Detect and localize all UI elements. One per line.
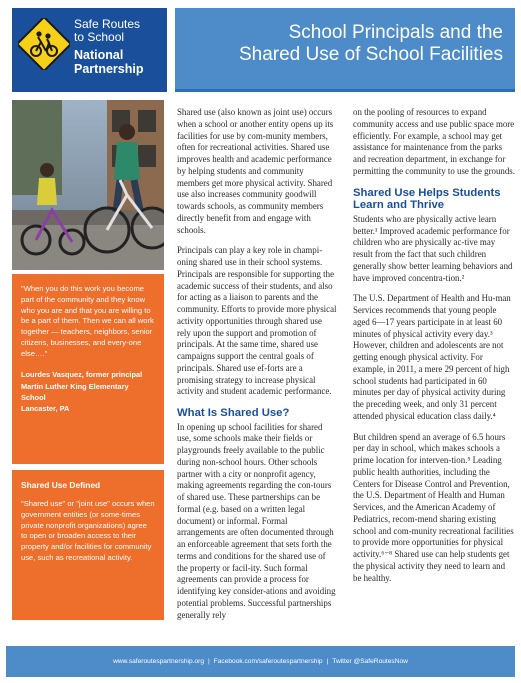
title-banner [175,8,515,92]
school-crossing-sign-icon [18,18,70,70]
footer-separator: | [326,658,329,665]
footer-facebook-link[interactable]: Facebook.com/saferoutespartnership [213,658,323,665]
logo-line: National [74,47,124,62]
logo-line: Safe Routes [74,17,141,31]
quote-attribution-name: Lourdes Vasquez, former principal [21,370,143,380]
logo-line: Partnership [74,61,144,76]
page-title-line: Shared Use of School Facilities [238,43,503,65]
photo-children-bicycles [12,100,164,270]
footer-separator: | [208,658,210,665]
quote-attribution-place: Lancaster, PA [21,403,70,413]
page-title-line: School Principals and the [288,22,503,43]
section-heading-what-is-shared-use: What Is Shared Use? [177,407,290,419]
quote-text: "When you do this work you become part of the community and they know who you are and that you are willing to be a part of them. Then we can all work together — teachers, neighbors, senior citizens, businesses, and every-one else…." [21,284,154,358]
footer-website-link[interactable]: www.saferoutespartnership.org [113,658,204,665]
body-paragraph: Shared use (also known as joint use) occurs when a school or another entity opens up its facilities for use by com-munity members, often for recreational activities. Shared use improves health and academic performance by helping students and community members get more physical activity. Shared use also increases community goodwill towards schools, as community members directly benefit from and engage with schools. [177,107,334,235]
page-title [183,22,503,66]
bicycle-photo-illustration [12,100,164,270]
body-paragraph: But children spend an average of 6.5 hours per day in school, which makes schools a prime location for interven-tion.⁵ Leading public health authorities, including the Centers for Disease Control and Prevention, the U.S. Department of Health and Human Services, and the American Academy of Pediatrics, recom-mend sharing existing school and com-munity recreational facilities to provide more opportunities for physical activity.⁶⁻⁸ Shared use can help students get the physical activity they need to learn and be healthy. [353,431,514,583]
shared-use-definition-box [12,470,164,620]
principal-quote-box [12,274,164,464]
main-column-left [177,107,337,630]
logo-wordmark [74,18,166,76]
body-paragraph: on the pooling of resources to expand community access and use public space more efficiently. For example, a school may get assistance for maintenance from the parks and recreation department, in exchange for permitting the community to use the grounds. [353,107,515,176]
footer-twitter-link[interactable]: Twitter @SafeRoutesNow [332,658,408,665]
quote-attribution-school: Martin Luther King Elementary School [21,381,129,402]
body-paragraph: In opening up school facilities for shared use, some schools make their fields or playgrounds freely available to the public during non-school hours. Other schools partner with a city or nonprofit agency, making agreements regarding the con-tours of shared use. These partnerships can be formal (e.g. based on a written legal document) or informal. Formal arrangements are often documented through an enforceable agreement that sets forth the terms and conditions for the shared use of the property or facil-ity. Such formal agreements can provide a process for identifying key consider-ations and avoiding potential problems. Successful partnerships generally rely [177,421,336,620]
definition-title: Shared Use Defined [21,480,101,490]
body-paragraph: Students who are physically active learn better.¹ Improved academic performance for children who are physically ac-tive may result from the fact that such children generally show better learning behaviors and have improved concentra-tion.² [353,213,513,283]
quote-attribution [21,369,155,413]
body-paragraph: The U.S. Department of Health and Hu-man Services recommends that young people aged 6—17 years participate in at least 60 minutes of physical activity every day.³ However, children and adolescents are not getting enough physical activity. For example, in 2011, a mere 29 percent of high school students had participated in 60 minutes per day of physical activity during the preceding week, and only 31 percent attended physical education class daily.⁴ [353,293,511,421]
footer-bar [6,646,515,677]
logo-line: to School [74,30,125,45]
main-column-right [353,107,515,593]
definition-body: "Shared use" or "joint use" occurs when government entities (or some-times private nonprofit organizations) agree to open or broaden access to their property and/or facilities for community use, such as recreational activity. [21,499,155,562]
section-heading-helps-students: Shared Use Helps Students Learn and Thrive [353,186,501,212]
body-paragraph: Principals can play a key role in champi-oning shared use in their school systems. Principals are responsible for supporting the academic success of their students, and also for acting as a liaison to parents and the community. Efforts to provide more physical activity opportunities through shared use rely upon the support and promotion of principals. At the same time, shared use campaigns support the central goals of principals. Shared use ef-forts are a promising strategy to increase physical activity and student academic performance. [177,245,337,397]
partnership-logo [12,8,167,92]
